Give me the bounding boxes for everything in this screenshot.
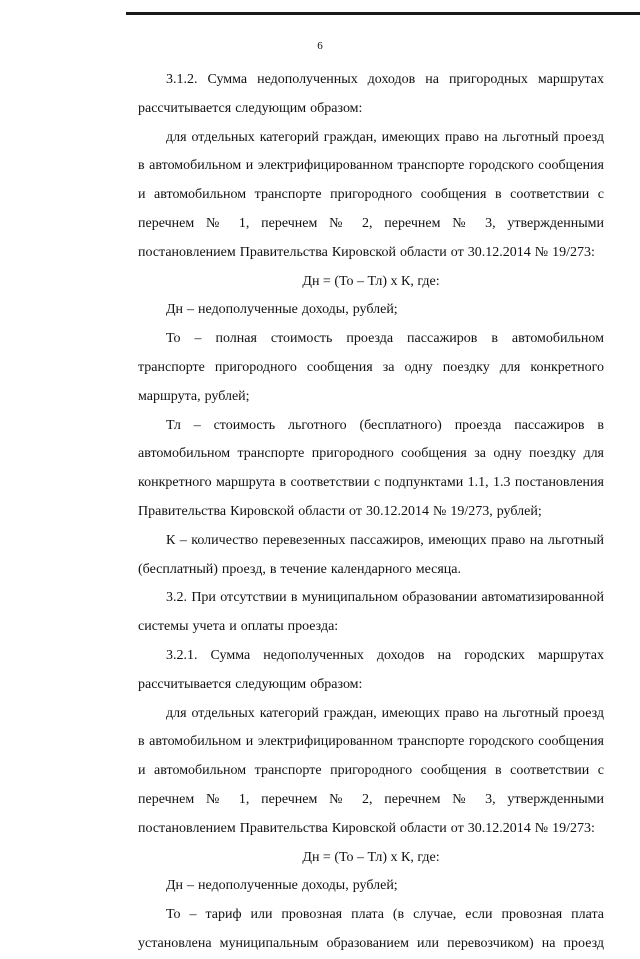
formula-dn-2: Дн = (То – Тл) х К, где: (302, 849, 440, 865)
paragraph-3-2-1: 3.2.1. Сумма недополученных доходов на городских маршрутах рассчитывается следующим образом: (138, 647, 604, 692)
top-rule (126, 12, 640, 15)
definition-to: То – полная стоимость проезда пассажиров в автомобильном транспорте пригородного сообщения за одну поездку для конкретного маршрута, рублей; (138, 331, 604, 404)
paragraph-categories-intro: для отдельных категорий граждан, имеющих право на льготный проезд в автомобильном и электрифицированном транспорте городского сообщения и автомобильном транспорте пригородного сообщения в соответствии с перечнем № 1, перечнем № 2, перечнем № 3, утвержденными постановлением Правительства Кировской области от 30.12.2014 № 19/273: (138, 129, 604, 260)
paragraph-categories-intro-2: для отдельных категорий граждан, имеющих право на льготный проезд в автомобильном и электрифицированном транспорте городского сообщения и автомобильном транспорте пригородного сообщения в соответствии с перечнем № 1, перечнем № 2, перечнем № 3, утвержденными постановлением Правительства Кировской области от 30.12.2014 № 19/273: (138, 705, 604, 836)
document-body (138, 66, 604, 959)
page-number: 6 (317, 40, 323, 52)
definition-k: К – количество перевезенных пассажиров, имеющих право на льготный (бесплатный) проезд, в течение календарного месяца. (138, 532, 604, 577)
definition-dn-2: Дн – недополученные доходы, рублей; (166, 878, 398, 894)
formula-dn: Дн = (То – Тл) х К, где: (302, 273, 440, 289)
definition-tl: Тл – стоимость льготного (бесплатного) проезда пассажиров в автомобильном транспорте пригородного сообщения за одну поездку для конкретного маршрута в соответствии с подпунктами 1.1, 1.3 постановления Правительства Кировской области от 30.12.2014 № 19/273, рублей; (138, 417, 604, 519)
paragraph-3-1-2: 3.1.2. Сумма недополученных доходов на пригородных маршрутах рассчитывается следующим образом: (138, 72, 604, 116)
definition-to-2: То – тариф или провозная плата (в случае, если провозная плата установлена муниципальным образованием или перевозчиком) на проезд (138, 907, 604, 951)
definition-dn: Дн – недополученные доходы, рублей; (166, 302, 398, 318)
paragraph-3-2: 3.2. При отсутствии в муниципальном образовании автоматизированной системы учета и оплаты проезда: (138, 590, 604, 635)
